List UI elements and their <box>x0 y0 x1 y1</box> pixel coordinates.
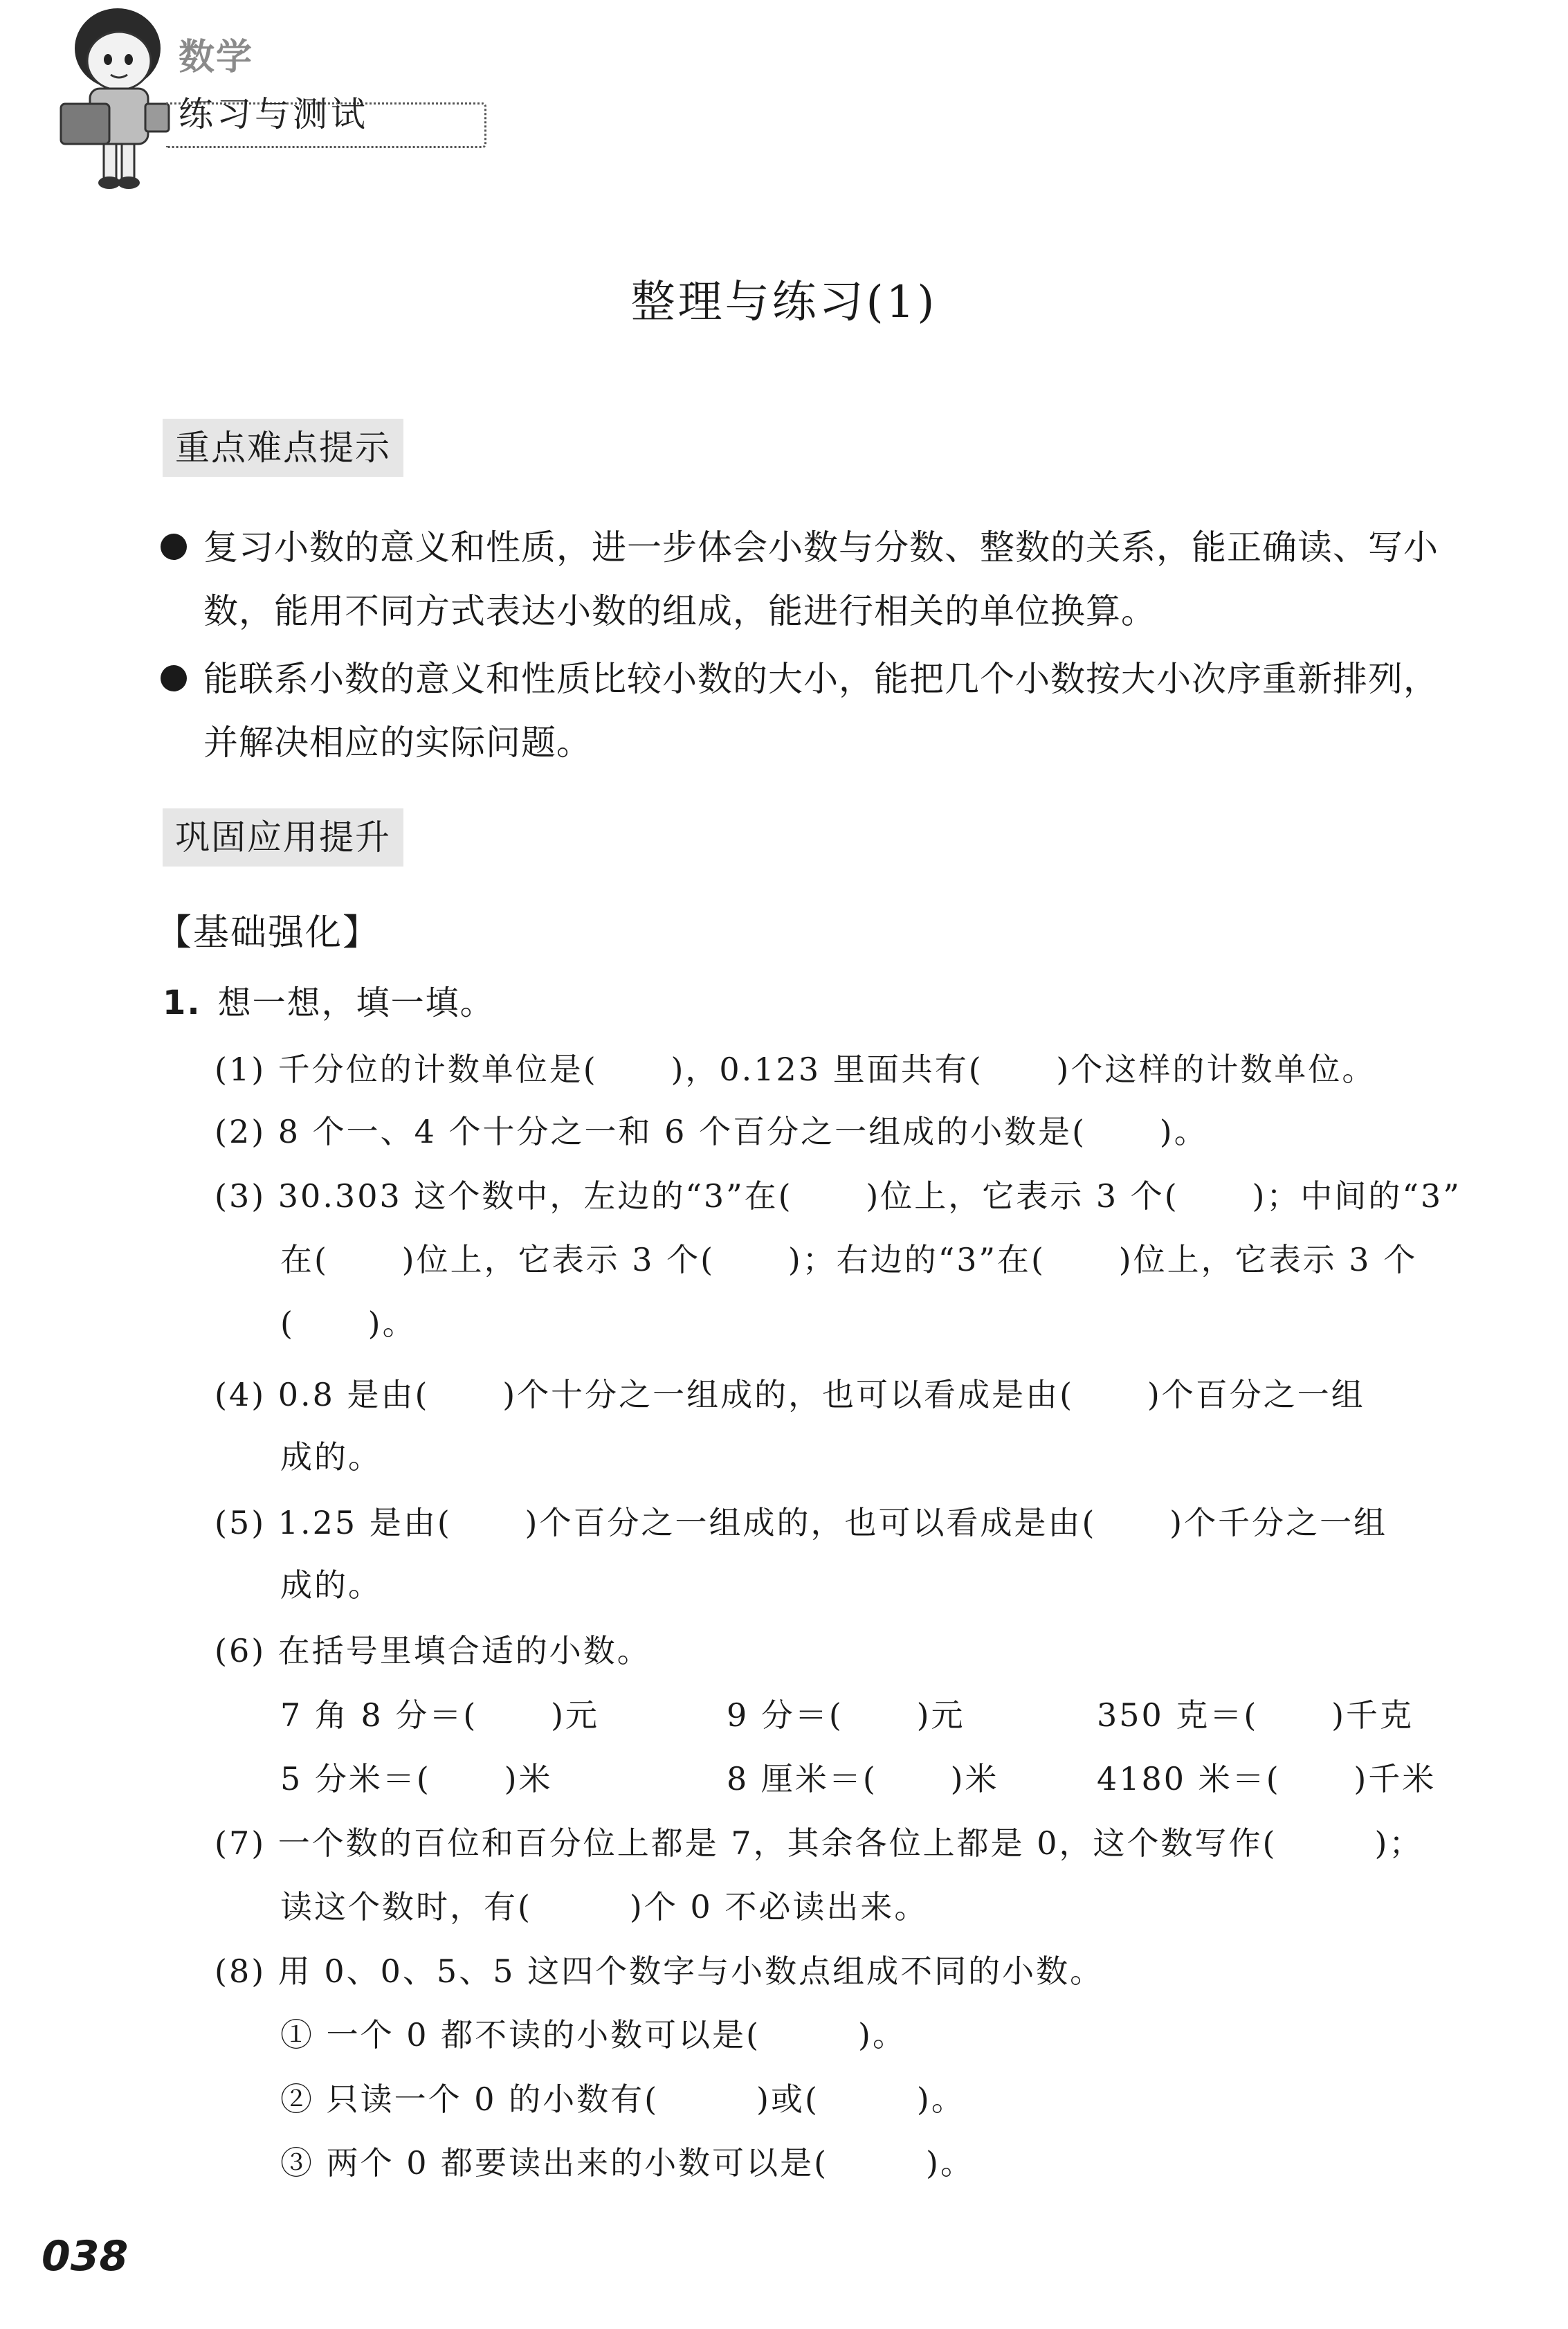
question-line: (6) 在括号里填合适的小数。 <box>215 1632 651 1669</box>
conversion-item: 4180 米＝( )千米 <box>1097 1760 1437 1797</box>
bullet-text-line: 复习小数的意义和性质，进一步体会小数与分数、整数的关系，能正确读、写小 <box>203 527 1439 568</box>
book-title: 练习与测试 <box>179 94 369 134</box>
bullet-text-line: 并解决相应的实际问题。 <box>203 723 592 763</box>
series-title: 数学 <box>179 37 254 78</box>
question-line: (8) 用 0、0、5、5 这四个数字与小数点组成不同的小数。 <box>215 1952 1104 1990</box>
question-line: ( )。 <box>280 1305 417 1342</box>
question-line: 成的。 <box>280 1566 382 1604</box>
question-line: ② 只读一个 0 的小数有( )或( )。 <box>280 2081 965 2118</box>
question-line: ① 一个 0 都不读的小数可以是( )。 <box>280 2016 907 2054</box>
bullet-dot-icon <box>161 665 187 691</box>
student-mascot-illustration <box>42 0 180 208</box>
conversion-item: 8 厘米＝( )米 <box>727 1760 999 1797</box>
question-line: (1) 千分位的计数单位是( )，0.123 里面共有( )个这样的计数单位。 <box>215 1051 1376 1088</box>
page-number: 038 <box>42 2232 129 2281</box>
question-line: 读这个数时，有( )个 0 不必读出来。 <box>280 1888 929 1925</box>
bullet-text-line: 能联系小数的意义和性质比较小数的大小，能把几个小数按大小次序重新排列， <box>203 659 1439 699</box>
bullet-dot-icon <box>161 534 187 560</box>
question-line: (2) 8 个一、4 个十分之一和 6 个百分之一组成的小数是( )。 <box>215 1113 1208 1150</box>
question-line: (7) 一个数的百位和百分位上都是 7，其余各位上都是 0，这个数写作( )； <box>215 1824 1423 1862</box>
question-number: 1. <box>163 984 201 1022</box>
conversion-item: 9 分＝( )元 <box>727 1696 965 1734</box>
question-line: (3) 30.303 这个数中，左边的“3”在( )位上，它表示 3 个( )；中间的“3” <box>215 1177 1461 1215</box>
bullet-text-line: 数，能用不同方式表达小数的组成，能进行相关的单位换算。 <box>203 591 1156 631</box>
sub-heading-basics: 【基础强化】 <box>156 912 381 954</box>
question-line: 成的。 <box>280 1438 382 1476</box>
section-label-key-points: 重点难点提示 <box>163 419 403 477</box>
question-line: (4) 0.8 是由( )个十分之一组成的，也可以看成是由( )个百分之一组 <box>215 1376 1365 1413</box>
conversion-item: 350 克＝( )千克 <box>1097 1696 1414 1734</box>
question-1-title <box>163 976 495 1024</box>
conversion-item: 5 分米＝( )米 <box>280 1760 553 1797</box>
question-line: 在( )位上，它表示 3 个( )；右边的“3”在( )位上，它表示 3 个 <box>280 1241 1418 1278</box>
bullet-item <box>161 516 1503 643</box>
question-line: (5) 1.25 是由( )个百分之一组成的，也可以看成是由( )个千分之一组 <box>215 1504 1388 1541</box>
conversion-item: 7 角 8 分＝( )元 <box>280 1696 600 1734</box>
question-line: ③ 两个 0 都要读出来的小数可以是( )。 <box>280 2144 975 2182</box>
bullet-item <box>161 647 1503 774</box>
question-text: 想一想，填一填。 <box>217 984 495 1022</box>
page-title: 整理与练习(1) <box>630 277 938 328</box>
section-label-practice: 巩固应用提升 <box>163 808 403 867</box>
